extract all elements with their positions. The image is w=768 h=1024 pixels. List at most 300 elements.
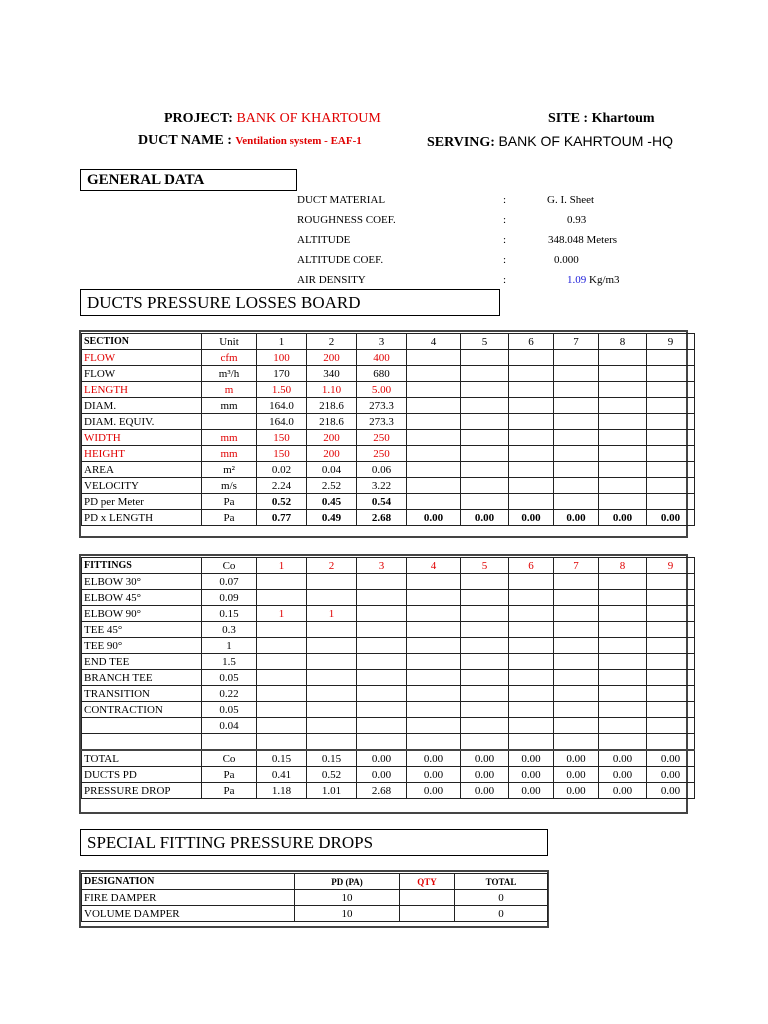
cell-value: 2.24 <box>257 478 307 494</box>
cell-value <box>509 446 554 462</box>
cell-value: 273.3 <box>357 414 407 430</box>
cell-value <box>407 590 461 606</box>
cell-value: 0.06 <box>357 462 407 478</box>
col-header-fittings: FITTINGS <box>82 558 202 574</box>
cell-value <box>509 398 554 414</box>
fitting-row-unit: 0.07 <box>202 574 257 590</box>
cell-value <box>307 574 357 590</box>
fitting-row <box>82 638 695 654</box>
fitting-row <box>82 654 695 670</box>
fitting-row-unit: 1.5 <box>202 654 257 670</box>
cell-value <box>407 430 461 446</box>
cell-value: 170 <box>257 366 307 382</box>
cell-value <box>599 366 647 382</box>
cell-value: 0.00 <box>461 750 509 767</box>
section-row-unit <box>202 414 257 430</box>
special-fittings-title: SPECIAL FITTING PRESSURE DROPS <box>80 829 548 856</box>
fitting-row <box>82 606 695 622</box>
cell-value <box>509 462 554 478</box>
col-header-qty: QTY <box>400 874 455 890</box>
fitting-row-unit: 0.15 <box>202 606 257 622</box>
cell-value <box>407 622 461 638</box>
cell-value <box>509 702 554 718</box>
cell-value <box>307 638 357 654</box>
section-row <box>82 494 695 510</box>
col-header-total: TOTAL <box>455 874 548 890</box>
cell-value <box>461 686 509 702</box>
cell-value: 0.00 <box>509 750 554 767</box>
cell-value <box>554 398 599 414</box>
section-row-label: VELOCITY <box>82 478 202 494</box>
cell-value: 0 <box>455 890 548 906</box>
cell-value: 0 <box>455 906 548 922</box>
totals-row-label: TOTAL <box>82 750 202 767</box>
col-header-6: 6 <box>509 558 554 574</box>
sections-header-row <box>82 334 695 350</box>
cell-value: 250 <box>357 446 407 462</box>
cell-value <box>647 462 695 478</box>
cell-value <box>554 718 599 734</box>
col-header-pd: PD (PA) <box>295 874 400 890</box>
col-header-7: 7 <box>554 334 599 350</box>
fitting-row <box>82 622 695 638</box>
sections-body <box>82 350 695 526</box>
col-header-5: 5 <box>461 558 509 574</box>
cell-value <box>257 702 307 718</box>
cell-value <box>554 686 599 702</box>
col-header-4: 4 <box>407 558 461 574</box>
cell-value <box>461 366 509 382</box>
cell-value <box>257 574 307 590</box>
totals-row <box>82 783 695 799</box>
cell-value <box>307 590 357 606</box>
section-row-label: PD x LENGTH <box>82 510 202 526</box>
fitting-row-unit: 0.3 <box>202 622 257 638</box>
duct-name-line <box>138 133 362 149</box>
cell-value <box>509 574 554 590</box>
cell-value <box>599 398 647 414</box>
section-row-label: LENGTH <box>82 382 202 398</box>
cell-value <box>599 654 647 670</box>
col-header-3: 3 <box>357 334 407 350</box>
cell-value <box>509 590 554 606</box>
cell-value: 0.00 <box>357 767 407 783</box>
cell-value <box>461 638 509 654</box>
cell-value: 0.00 <box>599 510 647 526</box>
cell-value <box>357 686 407 702</box>
totals-row-unit: Co <box>202 750 257 767</box>
fitting-row <box>82 734 695 751</box>
cell-value <box>461 494 509 510</box>
cell-value: 0.00 <box>461 767 509 783</box>
cell-value <box>407 638 461 654</box>
fitting-row-label: CONTRACTION <box>82 702 202 718</box>
cell-value: 0.00 <box>647 750 695 767</box>
cell-value <box>599 734 647 751</box>
cell-value <box>509 478 554 494</box>
ducts-board-title: DUCTS PRESSURE LOSSES BOARD <box>80 289 500 316</box>
cell-value <box>257 686 307 702</box>
cell-value <box>461 606 509 622</box>
cell-value <box>357 654 407 670</box>
cell-value <box>647 382 695 398</box>
cell-value <box>400 890 455 906</box>
cell-value <box>554 366 599 382</box>
cell-value: 0.00 <box>407 767 461 783</box>
cell-value <box>509 686 554 702</box>
section-row <box>82 350 695 366</box>
cell-value <box>461 734 509 751</box>
section-row-label: FLOW <box>82 350 202 366</box>
cell-value <box>554 382 599 398</box>
cell-value: 0.15 <box>257 750 307 767</box>
totals-row <box>82 750 695 767</box>
cell-value <box>307 718 357 734</box>
section-row-label: HEIGHT <box>82 446 202 462</box>
section-row-label: FLOW <box>82 366 202 382</box>
section-row <box>82 478 695 494</box>
cell-value: 0.00 <box>647 510 695 526</box>
duct-name-label: DUCT NAME : <box>138 133 232 148</box>
cell-value: 0.45 <box>307 494 357 510</box>
cell-value <box>509 606 554 622</box>
cell-value <box>357 622 407 638</box>
cell-value <box>407 462 461 478</box>
separator: : <box>503 234 507 246</box>
col-header-2: 2 <box>307 334 357 350</box>
cell-value: 0.15 <box>307 750 357 767</box>
cell-value: 0.00 <box>647 767 695 783</box>
project-line <box>164 111 381 127</box>
cell-value <box>599 638 647 654</box>
section-row-unit: m <box>202 382 257 398</box>
cell-value <box>407 414 461 430</box>
cell-value <box>509 366 554 382</box>
section-row <box>82 382 695 398</box>
cell-value <box>647 606 695 622</box>
cell-value <box>461 398 509 414</box>
fitting-row-unit: 0.04 <box>202 718 257 734</box>
cell-value <box>509 414 554 430</box>
cell-value <box>407 670 461 686</box>
cell-value <box>461 574 509 590</box>
special-row-unit: 10 <box>295 890 400 906</box>
cell-value <box>554 494 599 510</box>
special-row <box>82 890 548 906</box>
roughness-label: ROUGHNESS COEF. <box>297 214 396 226</box>
section-row-label: WIDTH <box>82 430 202 446</box>
cell-value <box>257 670 307 686</box>
fitting-row-unit: 0.05 <box>202 702 257 718</box>
totals-body <box>82 750 695 799</box>
cell-value <box>407 606 461 622</box>
site-value: Khartoum <box>591 111 655 126</box>
cell-value <box>357 638 407 654</box>
cell-value: 0.77 <box>257 510 307 526</box>
cell-value <box>357 574 407 590</box>
cell-value <box>599 606 647 622</box>
separator: : <box>503 254 507 266</box>
cell-value: 0.00 <box>647 783 695 799</box>
cell-value <box>647 590 695 606</box>
fitting-row-unit: 0.05 <box>202 670 257 686</box>
fitting-row-label: ELBOW 45° <box>82 590 202 606</box>
fitting-row-label: TRANSITION <box>82 686 202 702</box>
cell-value <box>400 906 455 922</box>
cell-value <box>647 654 695 670</box>
cell-value: 200 <box>307 350 357 366</box>
cell-value: 164.0 <box>257 414 307 430</box>
totals-row-unit: Pa <box>202 783 257 799</box>
cell-value: 150 <box>257 430 307 446</box>
cell-value <box>647 366 695 382</box>
fitting-row-label: BRANCH TEE <box>82 670 202 686</box>
altitude-coef-label: ALTITUDE COEF. <box>297 254 384 266</box>
cell-value <box>647 622 695 638</box>
cell-value <box>407 574 461 590</box>
serving-line <box>427 133 673 151</box>
cell-value: 0.00 <box>554 750 599 767</box>
fitting-row <box>82 670 695 686</box>
cell-value <box>357 718 407 734</box>
cell-value: 1.10 <box>307 382 357 398</box>
sections-table <box>81 333 695 526</box>
cell-value: 680 <box>357 366 407 382</box>
cell-value: 0.00 <box>554 767 599 783</box>
cell-value: 0.49 <box>307 510 357 526</box>
col-header-1: 1 <box>257 558 307 574</box>
cell-value <box>307 734 357 751</box>
altitude-label: ALTITUDE <box>297 234 351 246</box>
serving-value: BANK OF KAHRTOUM -HQ <box>498 133 673 149</box>
special-row <box>82 906 548 922</box>
cell-value: 0.54 <box>357 494 407 510</box>
cell-value <box>509 622 554 638</box>
section-row-unit: mm <box>202 446 257 462</box>
fittings-body <box>82 574 695 751</box>
section-row-label: AREA <box>82 462 202 478</box>
cell-value <box>509 430 554 446</box>
cell-value <box>307 670 357 686</box>
cell-value <box>407 654 461 670</box>
air-density-unit: Kg/m3 <box>589 274 620 286</box>
cell-value <box>307 702 357 718</box>
cell-value <box>647 670 695 686</box>
special-header-row <box>82 874 548 890</box>
cell-value <box>599 478 647 494</box>
cell-value <box>257 654 307 670</box>
cell-value <box>461 702 509 718</box>
section-row-unit: m/s <box>202 478 257 494</box>
cell-value <box>407 686 461 702</box>
fittings-table <box>81 557 695 799</box>
cell-value <box>461 462 509 478</box>
cell-value <box>257 590 307 606</box>
cell-value <box>357 670 407 686</box>
cell-value <box>647 734 695 751</box>
fitting-row <box>82 686 695 702</box>
cell-value: 164.0 <box>257 398 307 414</box>
cell-value: 2.52 <box>307 478 357 494</box>
general-data-title: GENERAL DATA <box>80 169 297 191</box>
cell-value <box>599 622 647 638</box>
cell-value: 0.00 <box>554 510 599 526</box>
cell-value <box>407 718 461 734</box>
cell-value <box>509 734 554 751</box>
cell-value <box>599 718 647 734</box>
cell-value: 150 <box>257 446 307 462</box>
cell-value <box>647 446 695 462</box>
cell-value <box>554 430 599 446</box>
col-header-section: SECTION <box>82 334 202 350</box>
cell-value <box>407 382 461 398</box>
cell-value: 0.00 <box>599 783 647 799</box>
cell-value: 0.00 <box>599 750 647 767</box>
separator: : <box>503 194 507 206</box>
cell-value: 0.02 <box>257 462 307 478</box>
fitting-row-label: END TEE <box>82 654 202 670</box>
cell-value <box>554 574 599 590</box>
totals-row-unit: Pa <box>202 767 257 783</box>
cell-value <box>257 638 307 654</box>
col-header-8: 8 <box>599 558 647 574</box>
cell-value <box>407 478 461 494</box>
special-row-label: VOLUME DAMPER <box>82 906 295 922</box>
col-header-1: 1 <box>257 334 307 350</box>
serving-label: SERVING: <box>427 135 495 150</box>
cell-value: 400 <box>357 350 407 366</box>
cell-value <box>554 446 599 462</box>
cell-value <box>257 734 307 751</box>
cell-value: 2.68 <box>357 510 407 526</box>
fitting-row-label: TEE 45° <box>82 622 202 638</box>
cell-value <box>407 446 461 462</box>
cell-value <box>307 686 357 702</box>
section-row-unit: m³/h <box>202 366 257 382</box>
separator: : <box>503 214 507 226</box>
cell-value <box>647 574 695 590</box>
section-row <box>82 446 695 462</box>
general-data-block <box>297 193 657 293</box>
cell-value <box>257 622 307 638</box>
duct-material-value: G. I. Sheet <box>547 194 595 206</box>
cell-value <box>554 590 599 606</box>
cell-value <box>357 606 407 622</box>
cell-value <box>357 734 407 751</box>
cell-value: 0.00 <box>509 783 554 799</box>
section-row-unit: mm <box>202 430 257 446</box>
cell-value <box>509 718 554 734</box>
cell-value: 0.52 <box>307 767 357 783</box>
cell-value: 0.00 <box>357 750 407 767</box>
fitting-row-unit <box>202 734 257 751</box>
separator: : <box>503 274 507 286</box>
cell-value: 0.00 <box>461 510 509 526</box>
cell-value <box>554 462 599 478</box>
cell-value <box>461 654 509 670</box>
cell-value: 1.01 <box>307 783 357 799</box>
fitting-row-unit: 1 <box>202 638 257 654</box>
section-row-unit: cfm <box>202 350 257 366</box>
cell-value <box>307 654 357 670</box>
fitting-row <box>82 590 695 606</box>
cell-value: 200 <box>307 430 357 446</box>
cell-value <box>461 590 509 606</box>
fitting-row <box>82 718 695 734</box>
totals-row-label: PRESSURE DROP <box>82 783 202 799</box>
fitting-row-label: ELBOW 30° <box>82 574 202 590</box>
col-header-6: 6 <box>509 334 554 350</box>
cell-value: 0.00 <box>599 767 647 783</box>
cell-value: 0.00 <box>554 783 599 799</box>
col-header-9: 9 <box>647 334 695 350</box>
cell-value: 218.6 <box>307 414 357 430</box>
cell-value <box>554 638 599 654</box>
cell-value <box>357 702 407 718</box>
cell-value <box>554 702 599 718</box>
project-label: PROJECT: <box>164 111 233 126</box>
cell-value <box>461 382 509 398</box>
cell-value <box>599 430 647 446</box>
cell-value: 0.00 <box>461 783 509 799</box>
cell-value <box>509 670 554 686</box>
cell-value <box>647 398 695 414</box>
special-row-label: FIRE DAMPER <box>82 890 295 906</box>
air-density-value-line <box>567 273 620 287</box>
col-header-9: 9 <box>647 558 695 574</box>
section-row <box>82 462 695 478</box>
air-density-value: 1.09 <box>567 274 587 286</box>
cell-value: 1.50 <box>257 382 307 398</box>
section-row-unit: m² <box>202 462 257 478</box>
cell-value: 250 <box>357 430 407 446</box>
section-row-unit: Pa <box>202 510 257 526</box>
totals-row-label: DUCTS PD <box>82 767 202 783</box>
cell-value <box>554 622 599 638</box>
altitude-value: 348.048 Meters <box>548 234 618 246</box>
cell-value: 0.00 <box>509 510 554 526</box>
cell-value <box>407 702 461 718</box>
roughness-value: 0.93 <box>567 214 587 226</box>
col-header-unit: Unit <box>202 334 257 350</box>
cell-value: 1 <box>257 606 307 622</box>
special-body <box>82 890 548 922</box>
fitting-row-unit: 0.09 <box>202 590 257 606</box>
section-row-label: PD per Meter <box>82 494 202 510</box>
air-density-label: AIR DENSITY <box>297 274 366 286</box>
section-row-label: DIAM. EQUIV. <box>82 414 202 430</box>
col-header-7: 7 <box>554 558 599 574</box>
cell-value <box>257 718 307 734</box>
cell-value: 0.41 <box>257 767 307 783</box>
cell-value: 0.00 <box>407 783 461 799</box>
fitting-row-label: ELBOW 90° <box>82 606 202 622</box>
col-header-8: 8 <box>599 334 647 350</box>
cell-value: 0.00 <box>509 767 554 783</box>
cell-value <box>461 446 509 462</box>
fitting-row-label <box>82 734 202 751</box>
cell-value <box>647 686 695 702</box>
cell-value <box>647 718 695 734</box>
cell-value <box>407 350 461 366</box>
cell-value <box>599 462 647 478</box>
cell-value: 100 <box>257 350 307 366</box>
cell-value <box>461 670 509 686</box>
cell-value: 0.00 <box>407 750 461 767</box>
cell-value <box>599 590 647 606</box>
cell-value <box>461 430 509 446</box>
cell-value: 218.6 <box>307 398 357 414</box>
